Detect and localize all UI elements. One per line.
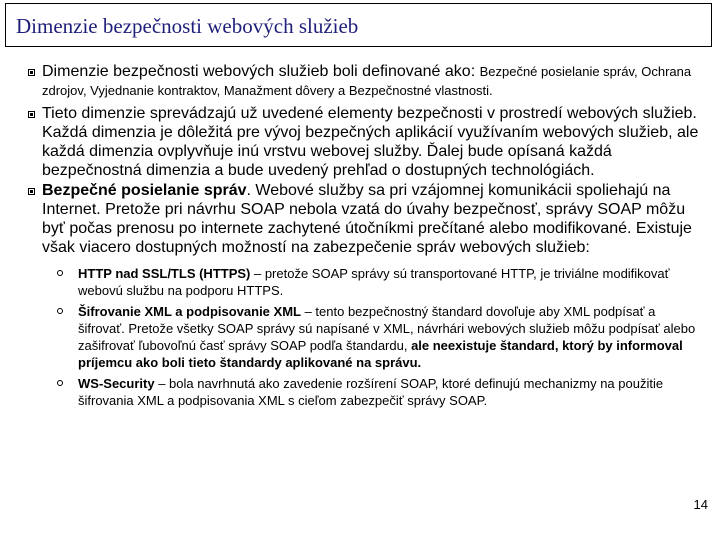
bullet-dimensions [0,62,700,100]
bullet-lead: Dimenzie bezpečnosti webových služieb boli definované ako: [42,63,480,80]
bullet-text [42,62,700,100]
sub-bullet-list [42,265,700,409]
slide-content [0,62,700,413]
bullet-body: . Webové služby sa pri vzájomnej komunikácii spoliehajú na Internet. Pretože pri návrhu SOAP nebola vzatá do úvahy bezpečnosť, správy SOAP môžu byť počas prenosu po internete zachytené útočníkmi prečítané alebo modifikované. Existuje však viacero dostupných možností na zabezpečenie správ webových služieb: [42,182,692,256]
circle-bullet-icon [57,308,63,314]
sub-bullet-bold: Šifrovanie XML a podpisovanie XML [78,304,301,319]
square-bullet-icon [28,111,35,118]
sub-bullet-body: – pretože SOAP správy sú transportované HTTP, je triviálne modifikovať webovú službu na podporu HTTPS. [78,266,670,298]
circle-bullet-icon [57,380,63,386]
sub-bullet-bold: HTTP nad SSL/TLS (HTTPS) [78,266,251,281]
bullet-description [0,104,700,180]
sub-bullet-https [0,265,700,299]
sub-bullet-body: – tento bezpečnostný štandard dovoľuje aby XML podpísať a šifrovať. Pretože všetky SOAP správy sú napísané v XML, návrhári webových služieb môžu podpísať alebo zašifrovať ľubovoľnú časť správy SOAP podľa štandardu, [78,304,696,353]
page-number: 14 [693,497,708,512]
title-frame [5,3,712,47]
sub-bullet-text [78,303,700,371]
sub-bullet-bold: WS-Security [78,376,155,391]
sub-bullet-body: – bola navrhnutá ako zavedenie rozšírení SOAP, ktoré definujú mechanizmy na použitie šifrovania XML a podpisovania XML s cieľom zabezpečiť správy SOAP. [78,376,664,408]
bullet-text [42,181,700,257]
sub-bullet-bold-conclusion: ale neexistuje štandard, ktorý by informoval príjemcu ako boli tieto štandardy aplikované na správu. [78,338,683,370]
sub-bullet-text [78,375,700,409]
slide-title: Dimenzie bezpečnosti webových služieb [16,14,359,38]
bullet-items: Bezpečné posielanie správ, Ochrana zdrojov, Vyjednanie kontraktov, Manažment dôvery a Bezpečnostné vlastnosti. [42,64,692,98]
square-bullet-icon [28,188,35,195]
square-bullet-icon [28,69,35,76]
circle-bullet-icon [57,270,63,276]
bullet-secure-messaging [0,181,700,409]
bullet-text: Tieto dimenzie sprevádzajú už uvedené elementy bezpečnosti v prostredí webových služieb. Každá dimenzia je dôležitá pre vývoj bezpečných aplikácií využívaním webových služieb, ale každá dimenzia ovplyvňuje inú vrstvu webovej služby. Ďalej bude opísaná každá bezpečnostná dimenzia a bude uvedený prehľad o dostupných technológiách. [42,105,699,179]
sub-bullet-text [78,265,700,299]
sub-bullet-xml [0,303,700,371]
bullet-bold-lead: Bezpečné posielanie správ [42,182,247,199]
sub-bullet-ws-security [0,375,700,409]
